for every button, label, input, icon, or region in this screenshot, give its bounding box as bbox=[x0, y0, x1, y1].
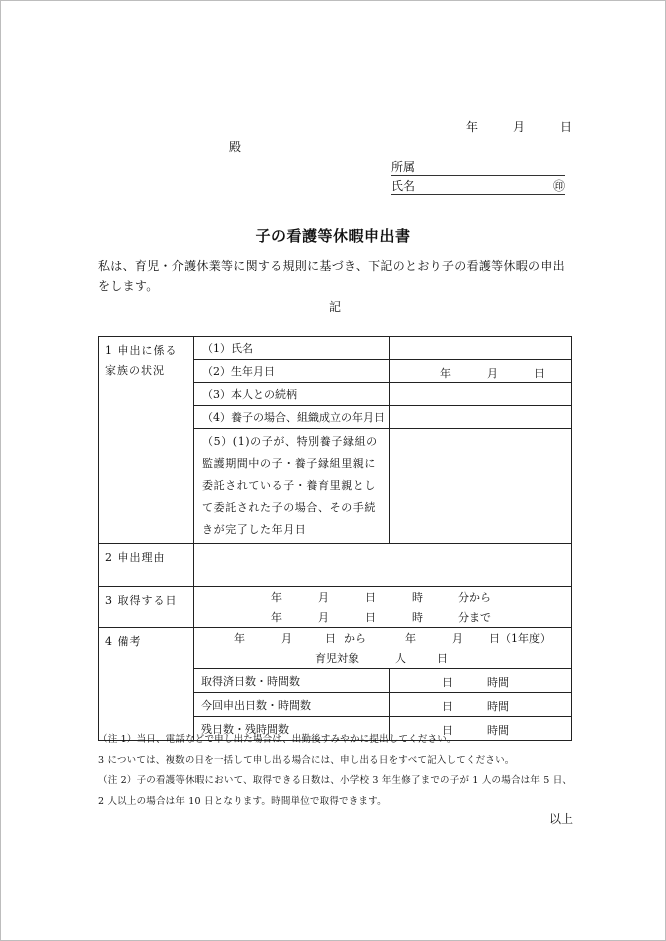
date-year-label: 年 bbox=[466, 120, 479, 134]
from-minute-unit: 分から bbox=[458, 591, 491, 604]
child-name-label: （1）氏名 bbox=[194, 337, 390, 360]
from-year-unit: 年 bbox=[271, 591, 282, 604]
note-line-3: （注 2）子の看護等休暇において、取得できる日数は、小学校 3 年生修了までの子が 1 人の場合は年 5 日、 bbox=[98, 775, 573, 786]
birth-day-unit: 日 bbox=[534, 367, 545, 380]
fiscal-period-field[interactable] bbox=[194, 628, 572, 669]
section3-header: 3 取得する日 bbox=[99, 587, 194, 628]
period-start-year: 年 bbox=[234, 632, 245, 645]
section2-header: 2 申出理由 bbox=[99, 544, 194, 587]
date-month-label: 月 bbox=[513, 120, 526, 134]
reason-field[interactable] bbox=[194, 544, 572, 587]
remaining-hour-unit: 時間 bbox=[487, 724, 509, 737]
target-day-unit: 日 bbox=[437, 652, 448, 665]
name-line bbox=[391, 177, 565, 195]
taken-days-label: 取得済日数・時間数 bbox=[194, 669, 390, 693]
document-title: 子の看護等休暇申出書 bbox=[255, 227, 411, 245]
addressee-suffix: 殿 bbox=[229, 140, 242, 154]
taken-days-field[interactable] bbox=[390, 669, 572, 693]
section1-header: 1 申出に係る家族の状況 bbox=[99, 337, 194, 544]
period-end-year: 年 bbox=[405, 632, 416, 645]
section4-header: 4 備考 bbox=[99, 628, 194, 741]
intro-text: 私は、育児・介護休業等に関する規則に基づき、下記のとおり子の看護等休暇の申出をします。 bbox=[98, 259, 565, 293]
adoption-date-label: （4）養子の場合、組織成立の年月日 bbox=[194, 406, 390, 429]
relationship-field[interactable] bbox=[390, 383, 572, 406]
from-month-unit: 月 bbox=[318, 591, 329, 604]
requested-days-field[interactable] bbox=[390, 693, 572, 717]
taken-day-unit: 日 bbox=[442, 676, 453, 689]
ki-mark: 記 bbox=[328, 300, 341, 314]
leave-dates-field[interactable] bbox=[194, 587, 572, 628]
child-name-field[interactable] bbox=[390, 337, 572, 360]
closing-mark: 以上 bbox=[549, 812, 574, 826]
relationship-label: （3）本人との続柄 bbox=[194, 383, 390, 406]
period-start-day: 日 bbox=[325, 632, 336, 645]
remaining-day-unit: 日 bbox=[442, 724, 453, 737]
birth-year-unit: 年 bbox=[440, 367, 451, 380]
special-adoption-field[interactable] bbox=[390, 429, 572, 544]
to-day-unit: 日 bbox=[365, 611, 376, 624]
date-day-label: 日 bbox=[560, 120, 573, 134]
from-hour-unit: 時 bbox=[412, 591, 423, 604]
note-line-2: 3 については、複数の日を一括して申し出る場合には、申し出る日をすべて記入してください。 bbox=[98, 755, 515, 766]
remaining-days-label: 残日数・残時間数 bbox=[194, 717, 390, 741]
affiliation-line bbox=[391, 158, 565, 176]
period-end-day: 日（1年度） bbox=[489, 632, 551, 645]
requested-days-label: 今回申出日数・時間数 bbox=[194, 693, 390, 717]
requested-hour-unit: 時間 bbox=[487, 700, 509, 713]
special-adoption-label: （5）(1)の子が、特別養子縁組の監護期間中の子・養子縁組里親に委託されている子・養育里親として委託された子の場合、その手続きが完了した年月日 bbox=[194, 429, 390, 544]
seal-icon: ㊞ bbox=[552, 179, 565, 193]
to-year-unit: 年 bbox=[271, 611, 282, 624]
requested-day-unit: 日 bbox=[442, 700, 453, 713]
note-line-4: 2 人以上の場合は年 10 日となります。時間単位で取得できます。 bbox=[98, 796, 387, 807]
birth-date-field[interactable] bbox=[390, 360, 572, 383]
period-kara: から bbox=[344, 632, 366, 645]
name-label: 氏名 bbox=[391, 179, 416, 193]
period-start-month: 月 bbox=[281, 632, 292, 645]
to-hour-unit: 時 bbox=[412, 611, 423, 624]
target-children-label: 育児対象 bbox=[315, 652, 359, 665]
birth-month-unit: 月 bbox=[487, 367, 498, 380]
taken-hour-unit: 時間 bbox=[487, 676, 509, 689]
birth-date-label: （2）生年月日 bbox=[194, 360, 390, 383]
submission-date bbox=[1, 118, 665, 134]
adoption-date-field[interactable] bbox=[390, 406, 572, 429]
period-end-month: 月 bbox=[452, 632, 463, 645]
target-person-unit: 人 bbox=[395, 652, 406, 665]
note-line-1: （注 1）当日、電話などで申し出た場合は、出勤後すみやかに提出してください。 bbox=[98, 734, 457, 745]
form-table bbox=[98, 336, 572, 741]
from-day-unit: 日 bbox=[365, 591, 376, 604]
affiliation-label: 所属 bbox=[391, 160, 416, 174]
to-minute-unit: 分まで bbox=[458, 611, 491, 624]
to-month-unit: 月 bbox=[318, 611, 329, 624]
